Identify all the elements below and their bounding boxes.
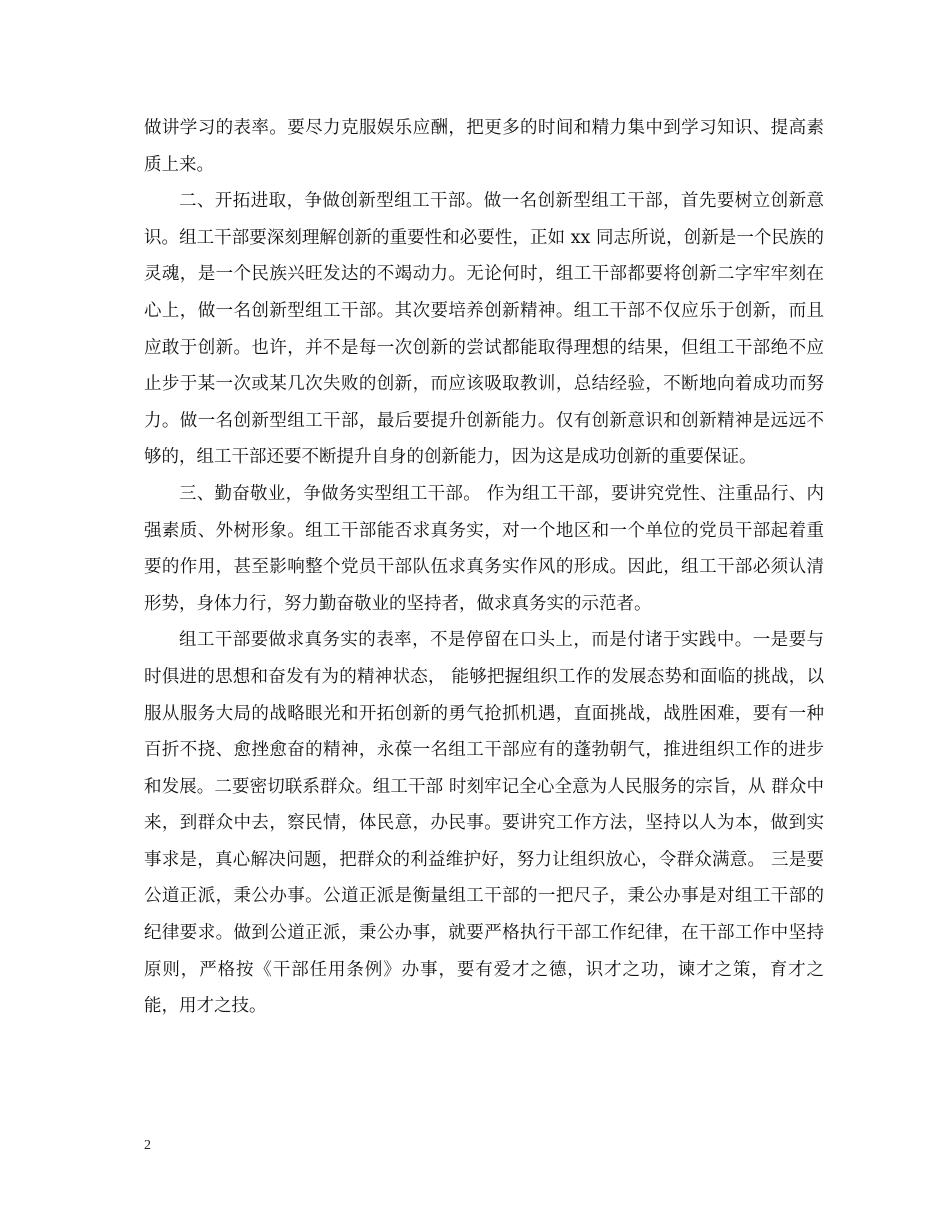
paragraph-practice: 组工干部要做求真务实的表率，不是停留在口头上，而是付诸于实践中。一是要与时俱进的思想和奋发有为的精神状态， 能够把握组织工作的发展态势和面临的挑战，以服从服务大局的战略眼光和开拓创新的勇气抢抓机遇，直面挑战，战胜困难，要有一种百折不挠、愈挫愈奋的精神，永葆一名组工干部应有的蓬勃朝气，推进组织工作的进步和发展。二要密切联系群众。组工干部 时刻牢记全心全意为人民服务的宗旨，从 群众中来，到群众中去，察民情，体民意，办民事。要讲究工作方法，坚持以人为本，做到实事求是，真心解决问题，把群众的利益维护好，努力让组织放心，令群众满意。 三是要公道正派，秉公办事。公道正派是衡量组工干部的一把尺子，秉公办事是对组工干部的纪律要求。做到公道正派，秉公办事，就要严格执行干部工作纪律，在干部工作中坚持原则，严格按《干部任用条例》办事，要有爱才之德，识才之功，谏才之策，育才之能，用才之技。 bbox=[144, 630, 824, 1017]
page-number: 2 bbox=[144, 1138, 151, 1153]
paragraph-innovation: 二、开拓进取，争做创新型组工干部。做一名创新型组工干部，首先要树立创新意识。组工干部要深刻理解创新的重要性和必要性，正如 xx 同志所说，创新是一个民族的灵魂，是一个民族兴旺发达的不竭动力。无论何时，组工干部都要将创新二字牢牢刻在心上，做一名创新型组工干部。其次要培养创新精神。组工干部不仅应乐于创新，而且应敢于创新。也许，并不是每一次创新的尝试都能取得理想的结果，但组工干部绝不应止步于某一次或某几次失败的创新，而应该吸取教训，总结经验，不断地向着成功而努力。做一名创新型组工干部，最后要提升创新能力。仅有创新意识和创新精神是远远不够的，组工干部还要不断提升自身的创新能力，因为这是成功创新的重要保证。 bbox=[144, 191, 824, 468]
paragraph-pragmatism: 三、勤奋敬业，争做务实型组工干部。 作为组工干部，要讲究党性、注重品行、内强素质、外树形象。组工干部能否求真务实，对一个地区和一个单位的党员干部起着重要的作用，甚至影响整个党员干部队伍求真务实作风的形成。因此，组工干部必须认清形势，身体力行，努力勤奋敬业的坚持者，做求真务实的示范者。 bbox=[144, 483, 824, 614]
paragraph-continuation: 做讲学习的表率。要尽力克服娱乐应酬，把更多的时间和精力集中到学习知识、提高素质上来。 bbox=[144, 118, 824, 175]
document-body bbox=[144, 110, 824, 1025]
